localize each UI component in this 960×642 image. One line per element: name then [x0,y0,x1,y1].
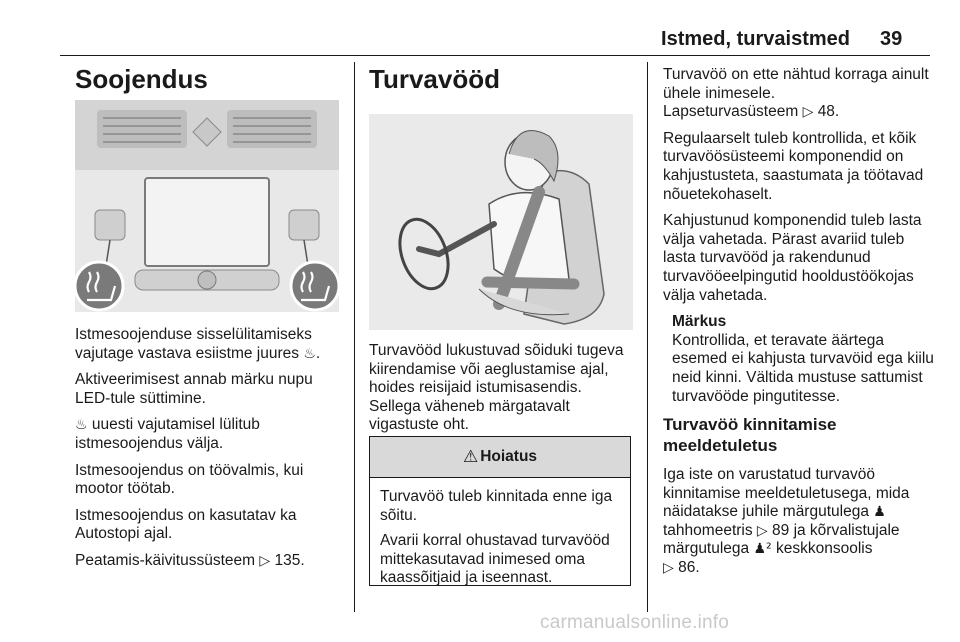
page-ref-arrow-icon: ▷ [756,522,768,539]
paragraph-engine: Istmesoojendus on töövalmis, kui mootor töötab. [75,461,304,498]
page-ref-arrow-icon: ▷ [663,560,674,577]
seatbelt-icon: ♟² [753,541,772,558]
paragraph-autostop: Istmesoojendus on kasutatav ka Autostopi ajal. [75,506,297,543]
column-heating [75,64,343,579]
column-seatbelts [369,64,633,443]
paragraph-child-seat-ref: Lapseturvasüsteem ▷ 48. [663,103,840,121]
paragraph-heating-on: Istmesoojenduse sisselülitamiseks vajutage vastava esiistme juures ♨. [75,326,321,362]
column-divider-1 [354,62,355,612]
page-ref-arrow-icon: ▷ [802,104,814,121]
paragraph-check-regularly: Regulaarselt tuleb kontrollida, et kõik turvavöösüsteemi komponendid on kahjustusteta, saastumata ja töötavad nõuetekohaselt. [663,129,924,203]
header-rule [60,55,930,56]
page-ref-arrow-icon: ▷ [259,552,271,569]
watermark: carmanualsonline.info [540,612,730,633]
page-number: 39 [880,28,903,50]
seatbelt-icon: ♟ [873,504,886,521]
paragraph-heating-off: ♨ uuesti vajutamisel lülitub istmesoojendus välja. [75,416,260,452]
column-seatbelts-continued [663,66,938,586]
paragraph-stop-start-ref: Peatamis-käivitussüsteem ▷ 135. [75,551,305,569]
seat-heat-icon: ♨ [303,345,316,362]
warning-box [369,436,631,586]
heading-seatbelts: Turvavööd [369,64,500,94]
note-block [672,313,938,406]
note-title: Märkus [672,313,727,331]
driver-seatbelt-illustration [369,114,633,330]
heading-heating: Soojendus [75,64,208,94]
warning-paragraph-1: Turvavöö tuleb kinnitada enne iga sõitu. [380,488,613,524]
warning-paragraph-2: Avarii korral ohustavad turvavööd mittekasutavad inimesed oma kaassõitjaid ja iseennast. [380,532,610,587]
warning-header: ⚠ Hoiatus [370,437,630,478]
paragraph-seatbelt-locking: Turvavööd lukustuvad sõiduki tugeva kiirendamise või aeglustamise ajal, hoides reisijaid istumisasendis. Sellega väheneb märgatavalt vigastuste oht. [369,342,624,434]
paragraph-replace-damaged: Kahjustunud komponendid tuleb lasta välja vahetada. Pärast avariid tuleb lasta turvavööd ja rakendunud turvavööeelpingutid hooldustöökojas välja vahetada. [663,212,922,304]
note-body: Kontrollida, et teravate äärtega esemed ei kahjusta turvavöid ega kiilu neid kinni. Vältida mustuse sattumist turvavööde pingutitesse. [672,331,934,405]
paragraph-led: Aktiveerimisest annab märku nupu LED-tule süttimine. [75,371,313,407]
warning-triangle-icon: ⚠ [462,447,479,467]
seat-heating-console-illustration [75,100,339,312]
column-divider-2 [647,62,648,612]
heading-belt-reminder: Turvavöö kinnitamise meeldetuletus [663,415,837,456]
running-header-title: Istmed, turvaistmed [661,28,850,50]
seat-heat-icon: ♨ [75,417,88,434]
paragraph-belt-reminder: Iga iste on varustatud turvavöö kinnitamise meeldetuletusega, mida näidatakse juhile märgutulega ♟ tahhomeetris ▷ 89 ja kõrvalistujale märgutulega ♟² keskkonsoolis ▷ 86. [663,466,910,577]
paragraph-one-person: Turvavöö on ette nähtud korraga ainult ühele inimesele. [663,66,929,102]
